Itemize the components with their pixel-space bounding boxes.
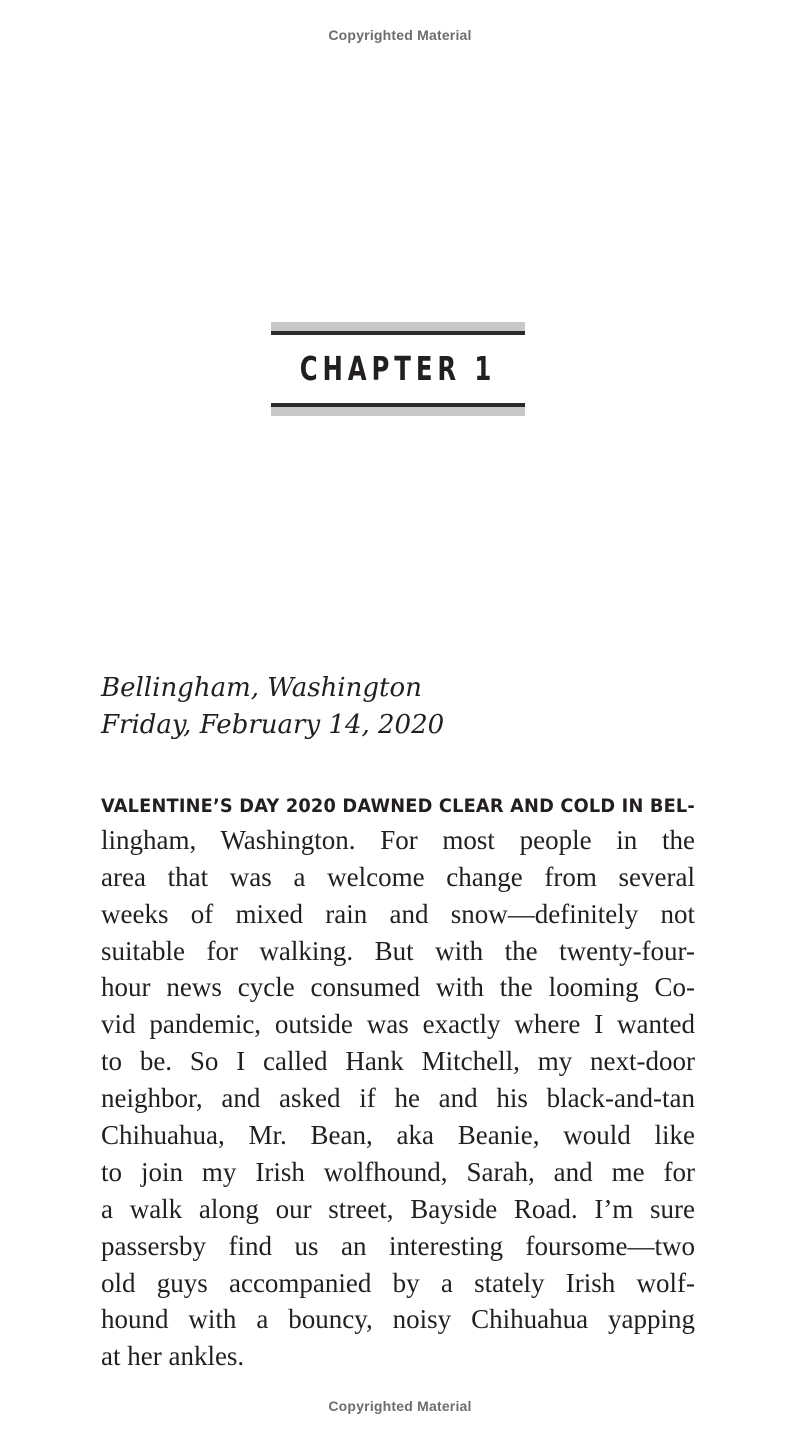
lead-in-caps: VALENTINE’S DAY 2020 DAWNED CLEAR AND COLD IN BEL- (101, 795, 695, 817)
body-line: lingham, Washington. For most people in the (101, 824, 695, 855)
copyright-header: Copyrighted Material (328, 27, 472, 43)
body-line: vid pandemic, outside was exactly where I wanted (101, 1009, 695, 1040)
dateline (101, 670, 444, 744)
copyright-footer: Copyrighted Material (328, 1398, 472, 1414)
dateline-date: Friday, February 14, 2020 (101, 710, 445, 740)
body-line: a walk along our street, Bayside Road. I’m sure (101, 1193, 695, 1224)
chapter-title: CHAPTER 1 (299, 349, 497, 388)
body-line (101, 785, 695, 822)
body-line: to join my Irish wolfhound, Sarah, and me for (101, 1156, 695, 1187)
body-line: suitable for walking. But with the twenty-four- (101, 935, 695, 966)
body-line: hour news cycle consumed with the looming Co- (101, 972, 695, 1003)
top-grey-rule (271, 322, 525, 331)
body-line: Chihuahua, Mr. Bean, aka Beanie, would like (101, 1120, 695, 1151)
bottom-grey-rule (271, 407, 525, 416)
body-line: neighbor, and asked if he and his black-and-tan (101, 1083, 695, 1114)
body-line: weeks of mixed rain and snow—definitely not (101, 898, 695, 929)
chapter-heading (271, 322, 525, 416)
body-line: at her ankles. (101, 1341, 245, 1372)
body-line: old guys accompanied by a stately Irish wolf- (101, 1267, 695, 1298)
body-line: hound with a bouncy, noisy Chihuahua yapping (101, 1304, 695, 1335)
body-text (101, 785, 695, 1375)
body-line: passersby find us an interesting foursome—two (101, 1230, 695, 1261)
body-line: area that was a welcome change from several (101, 861, 695, 892)
dateline-place: Bellingham, Washington (101, 673, 422, 703)
body-line: to be. So I called Hank Mitchell, my next-door (101, 1046, 695, 1077)
